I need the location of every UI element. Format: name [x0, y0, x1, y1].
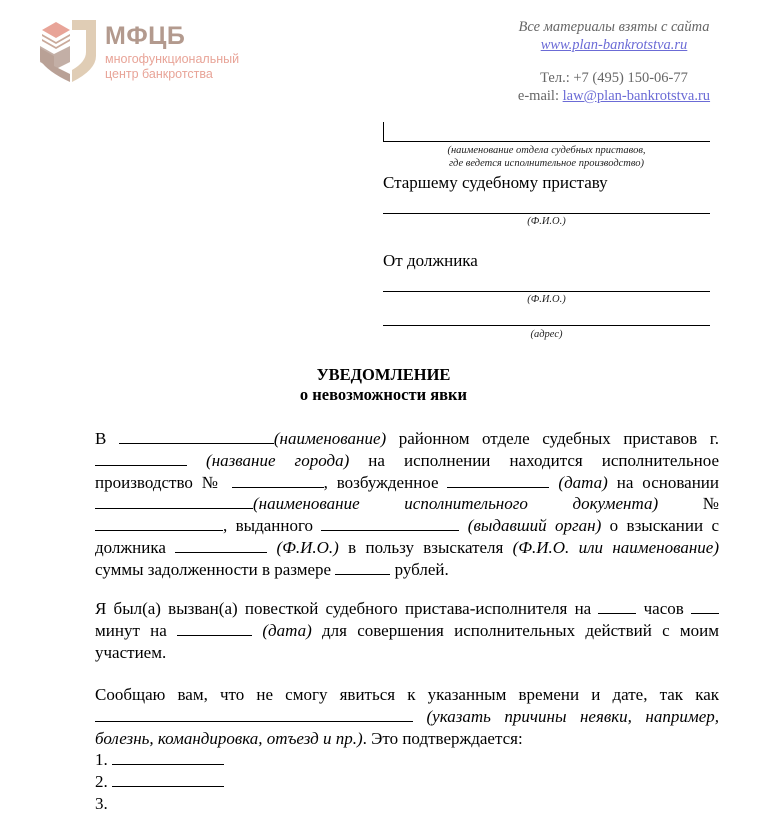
logo-subtitle-line1: многофункциональный [105, 52, 240, 66]
from-label: От должника [383, 251, 478, 270]
item-number: 3. [95, 793, 108, 813]
document-number-blank[interactable] [95, 516, 223, 531]
hint: (выдавший орган) [467, 516, 602, 536]
source-note: Все материалы взяты с сайта [518, 19, 710, 35]
email-link[interactable]: law@plan-bankrotstva.ru [562, 88, 711, 104]
issuing-authority-blank[interactable] [321, 516, 459, 531]
paragraph-reason [95, 684, 719, 749]
text: часов [636, 599, 691, 618]
text: районном отделе судебных приставов г. [386, 429, 719, 448]
text: для совершения исполнительных действий с моим участием. [95, 620, 720, 662]
text: минут на [95, 620, 178, 640]
case-date-blank[interactable] [447, 473, 549, 488]
city-blank[interactable] [95, 451, 187, 466]
text-cursor [383, 122, 384, 142]
summons-date-blank[interactable] [177, 621, 252, 636]
logo-title: МФЦБ [105, 22, 186, 50]
text: в пользу взыскателя [338, 537, 513, 557]
item-number: 1. [95, 750, 112, 769]
debtor-name-line[interactable] [383, 291, 710, 292]
document-title: УВЕДОМЛЕНИЕ [316, 365, 451, 384]
hint: (указать причины неявки, например, болезнь, командировка, отъезд и пр.) [95, 706, 720, 748]
phone-number: Тел.: +7 (495) 150-06-77 [540, 70, 688, 86]
minutes-blank[interactable] [691, 599, 719, 614]
text: , возбужденное [323, 472, 448, 492]
hint: (Ф.И.О.) [276, 537, 339, 557]
text: Сообщаю вам, что не смогу явиться к указанным времени и дате, так как [95, 685, 719, 704]
logo-subtitle-line2: центр банкротства [105, 67, 213, 81]
text: о взыскании с должника [95, 516, 720, 557]
department-blank[interactable] [119, 429, 274, 444]
text: № [658, 494, 719, 514]
evidence-item [95, 793, 224, 814]
paragraph-summons [95, 598, 719, 663]
debtor-name-blank[interactable] [175, 538, 267, 553]
dept-hint-line1: (наименование отдела судебных приставов, [447, 145, 646, 156]
hint: (дата) [558, 472, 608, 492]
text: на исполнении находится исполнительное производство № [95, 450, 720, 492]
text: на основании [607, 472, 719, 492]
document-subtitle: о невозможности явки [299, 385, 468, 404]
paragraph-case-info [95, 428, 719, 581]
email-label: e-mail: [517, 88, 563, 104]
debtor-address-hint: (адрес) [530, 329, 563, 340]
text: . Это подтверждается: [362, 728, 523, 748]
hint: (Ф.И.О. или наименование) [512, 537, 720, 557]
site-link[interactable]: www.plan-bankrotstva.ru [540, 37, 688, 53]
enforcement-document-blank[interactable] [95, 494, 253, 509]
text: В [95, 429, 119, 448]
case-number-blank[interactable] [232, 473, 324, 488]
reason-blank[interactable] [95, 707, 413, 722]
hint: (название города) [206, 450, 350, 470]
debtor-name-hint: (Ф.И.О.) [527, 294, 566, 305]
recipient-name-line[interactable] [383, 213, 710, 214]
contact-block [460, 18, 767, 105]
hours-blank[interactable] [598, 599, 636, 614]
text: суммы задолженности в размере [95, 559, 336, 579]
evidence-item [95, 749, 224, 771]
recipient-hint: (Ф.И.О.) [527, 216, 566, 227]
hint: (дата) [262, 620, 312, 640]
text: рублей. [390, 559, 449, 579]
evidence-blank-1[interactable] [112, 750, 224, 765]
item-number: 2. [95, 771, 112, 791]
evidence-item [95, 771, 224, 793]
debt-amount-blank[interactable] [335, 560, 390, 575]
dept-hint-line2: где ведется исполнительное производство) [448, 158, 645, 169]
email-line [460, 87, 767, 105]
debtor-address-line[interactable] [383, 325, 710, 326]
text: Я был(а) вызван(а) повесткой судебного пристава-исполнителя на [95, 599, 599, 618]
hint: (наименование) [273, 429, 387, 448]
hint: (наименование исполнительного документа) [253, 494, 659, 514]
evidence-list [95, 749, 224, 814]
evidence-blank-2[interactable] [112, 772, 224, 787]
dept-name-line[interactable] [383, 141, 710, 142]
shield-logo-icon [38, 16, 100, 84]
mfcb-logo [38, 16, 258, 86]
recipient-label: Старшему судебному приставу [383, 173, 608, 192]
text: , выданного [223, 516, 322, 536]
